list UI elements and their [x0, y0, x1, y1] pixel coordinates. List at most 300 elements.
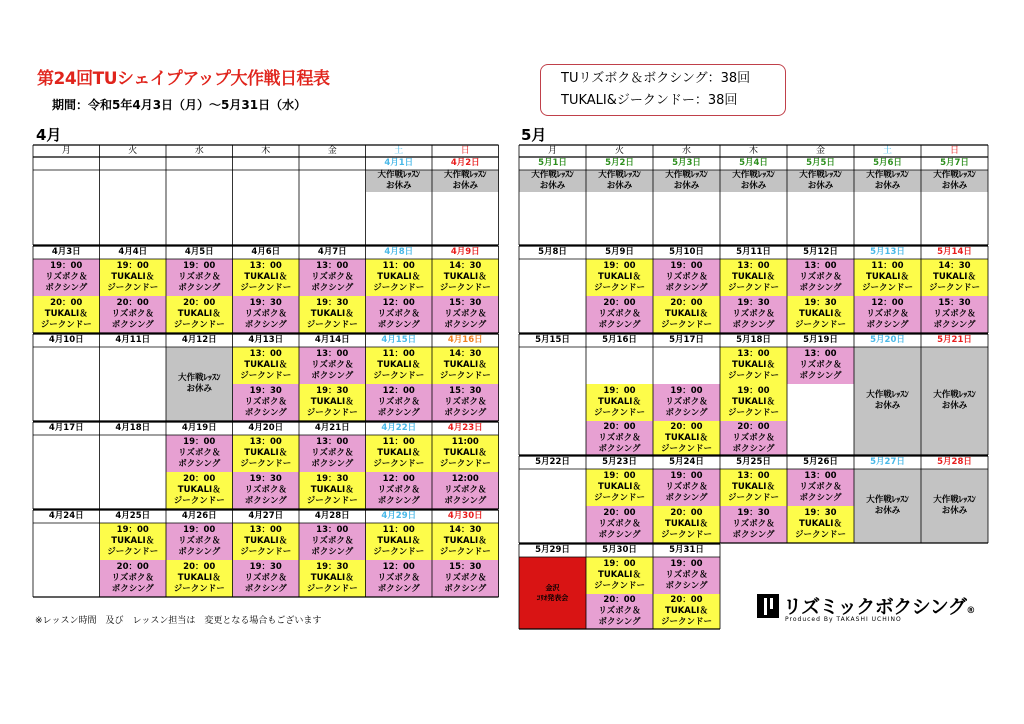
- lesson-text: リズボク＆: [178, 448, 221, 458]
- logo-tagline: Produced By TAKASHI UCHINO: [785, 616, 902, 623]
- lesson-time: 11:00: [451, 437, 479, 447]
- lesson-cell: [586, 557, 653, 594]
- lesson-time: 19：30: [316, 386, 349, 396]
- date-cell: 4月17日: [48, 423, 84, 433]
- lesson-text: ジークンドー: [306, 408, 358, 418]
- date-cell: 4月8日: [384, 247, 414, 257]
- date-cell: 4月4日: [118, 247, 148, 257]
- date-cell: 5月28日: [937, 457, 972, 467]
- lesson-text: リズボク＆: [598, 606, 641, 616]
- date-cell: 4月22日: [381, 423, 417, 433]
- lesson-text: TUKALI＆: [732, 272, 775, 282]
- lesson-text: ボクシング: [933, 320, 976, 330]
- weekday-header: 水: [194, 145, 204, 156]
- weekday-header: 日: [949, 145, 959, 156]
- lesson-cell: [653, 421, 720, 455]
- empty-cell: [653, 347, 720, 384]
- lesson-time: 13：00: [804, 261, 837, 271]
- lesson-text: ボクシング: [244, 320, 287, 330]
- lesson-text: リズボク＆: [866, 309, 909, 319]
- lesson-text: リズボク＆: [665, 397, 708, 407]
- date-cell: 5月24日: [669, 457, 704, 467]
- lesson-cell: [653, 557, 720, 594]
- lesson-time: 11：00: [871, 261, 904, 271]
- lesson-text: 大作戦ﾚｯｽﾝ: [933, 495, 976, 505]
- date-cell: 5月6日: [873, 158, 902, 168]
- date-cell: 4月16日: [447, 335, 483, 345]
- lesson-text: TUKALI＆: [598, 397, 641, 407]
- date-cell: 4月26日: [181, 511, 217, 521]
- lesson-text: ボクシング: [45, 283, 88, 293]
- date-cell: 4月18日: [115, 423, 151, 433]
- date-cell: 4月1日: [384, 158, 414, 168]
- lesson-text: お休み: [385, 181, 412, 191]
- lesson-cell: [921, 259, 988, 296]
- weekday-header: 火: [128, 145, 138, 156]
- closed-cell: [787, 170, 854, 192]
- weekday-header: 月: [547, 145, 557, 156]
- date-cell: 5月14日: [937, 247, 972, 257]
- lesson-text: リズボク＆: [311, 360, 354, 370]
- lesson-cell: [586, 594, 653, 629]
- lesson-text: ジークンドー: [107, 283, 159, 293]
- lesson-text: ボクシング: [377, 496, 420, 506]
- lesson-text: ボクシング: [377, 408, 420, 418]
- lesson-text: リズボク＆: [111, 573, 154, 583]
- lesson-text: TUKALI＆: [443, 272, 487, 282]
- weekday-header: 火: [614, 145, 624, 156]
- lesson-text: ボクシング: [598, 617, 641, 627]
- lesson-text: ボクシング: [244, 496, 287, 506]
- lesson-time: 11：00: [382, 261, 415, 271]
- lesson-text: お休み: [740, 181, 767, 191]
- lesson-text: ボクシング: [311, 547, 354, 557]
- lesson-text: TUKALI＆: [310, 485, 354, 495]
- logo-mark-icon: [757, 594, 779, 618]
- lesson-text: ジークンドー: [240, 547, 292, 557]
- lesson-time: 13：00: [316, 261, 349, 271]
- weekday-header: 金: [327, 145, 337, 156]
- lesson-cell: [586, 384, 653, 421]
- date-cell: 4月7日: [317, 247, 347, 257]
- lesson-text: ジークンドー: [40, 320, 92, 330]
- may-label: 5月: [521, 126, 547, 144]
- lesson-text: TUKALI＆: [732, 360, 775, 370]
- empty-cell: [519, 421, 586, 455]
- lesson-time: 14：30: [449, 349, 482, 359]
- lesson-text: リズボク＆: [444, 573, 487, 583]
- lesson-time: 19：00: [50, 261, 83, 271]
- date-cell: 4月15日: [381, 335, 417, 345]
- lesson-text: ボクシング: [799, 493, 842, 503]
- lesson-text: ジークンドー: [660, 320, 712, 330]
- lesson-text: リズボク＆: [732, 309, 775, 319]
- lesson-time: 19：30: [316, 562, 349, 572]
- date-cell: 5月8日: [538, 247, 567, 257]
- lesson-time: 20：00: [183, 474, 216, 484]
- lesson-text: ジークンドー: [593, 581, 645, 591]
- lesson-text: TUKALI＆: [310, 573, 354, 583]
- closed-cell: [720, 170, 787, 192]
- date-cell: 5月30日: [602, 545, 637, 555]
- lesson-text: 大作戦ﾚｯｽﾝ: [377, 170, 420, 180]
- date-cell: 4月24日: [48, 511, 84, 521]
- empty-cell: [787, 421, 854, 455]
- lesson-text: ジークンドー: [861, 283, 913, 293]
- date-cell: 5月7日: [940, 158, 969, 168]
- weekday-header: 木: [261, 145, 271, 156]
- lesson-cell: [720, 296, 787, 333]
- date-cell: 4月23日: [447, 423, 483, 433]
- lesson-time: 20：00: [50, 298, 83, 308]
- lesson-time: 19：00: [116, 261, 149, 271]
- lesson-cell: [586, 469, 653, 506]
- date-cell: 4月3日: [51, 247, 81, 257]
- event-cell: [519, 557, 586, 629]
- lesson-text: リズボク＆: [377, 397, 420, 407]
- lesson-text: ジークンドー: [173, 584, 225, 594]
- logo-text: リズミックボクシング®: [783, 596, 975, 618]
- lesson-text: ジークンドー: [373, 283, 425, 293]
- date-cell: 5月22日: [535, 457, 570, 467]
- lesson-text: TUKALI＆: [44, 309, 88, 319]
- lesson-text: リズボク＆: [799, 482, 842, 492]
- lesson-text: ボクシング: [377, 320, 420, 330]
- lesson-text: TUKALI＆: [244, 448, 288, 458]
- lesson-text: ジークンドー: [173, 320, 225, 330]
- lesson-text: TUKALI＆: [665, 309, 708, 319]
- weekday-header: 土: [882, 145, 892, 156]
- lesson-time: 19：00: [670, 559, 703, 569]
- lesson-text: ボクシング: [311, 371, 354, 381]
- lesson-text: ボクシング: [244, 408, 287, 418]
- lesson-text: ｺﾘｵ発表会: [536, 594, 569, 602]
- lesson-cell: [720, 259, 787, 296]
- lesson-text: TUKALI＆: [377, 536, 421, 546]
- date-cell: 5月3日: [672, 158, 701, 168]
- date-cell: 4月19日: [181, 423, 217, 433]
- lesson-cell: [653, 259, 720, 296]
- lesson-cell: [787, 259, 854, 296]
- lesson-time: 19：00: [183, 261, 216, 271]
- lesson-time: 20：00: [116, 562, 149, 572]
- lesson-time: 12：00: [382, 298, 415, 308]
- date-cell: 4月2日: [450, 158, 480, 168]
- lesson-text: ボクシング: [444, 496, 487, 506]
- date-cell: 5月5日: [806, 158, 835, 168]
- lesson-text: ボクシング: [178, 283, 221, 293]
- date-cell: 5月23日: [602, 457, 637, 467]
- lesson-text: TUKALI＆: [799, 519, 842, 529]
- weekday-header: 土: [394, 145, 404, 156]
- empty-cell: [519, 259, 586, 296]
- lesson-text: ジークンドー: [794, 530, 846, 540]
- weekday-header: 木: [748, 145, 758, 156]
- lesson-time: 13：00: [249, 349, 282, 359]
- lesson-time: 12：00: [382, 562, 415, 572]
- lesson-text: ジークンドー: [727, 283, 779, 293]
- lesson-cell: [720, 384, 787, 421]
- lesson-text: ジークンドー: [727, 493, 779, 503]
- lesson-text: TUKALI＆: [310, 309, 354, 319]
- lesson-text: ジークンドー: [306, 320, 358, 330]
- lesson-text: お休み: [606, 181, 633, 191]
- lesson-text: ジークンドー: [660, 617, 712, 627]
- lesson-text: TUKALI＆: [177, 485, 221, 495]
- lesson-text: ボクシング: [111, 584, 154, 594]
- lesson-text: TUKALI＆: [933, 272, 976, 282]
- date-cell: 5月15日: [535, 335, 570, 345]
- schedule-title: 第24回TUシェイプアップ大作戦日程表: [37, 69, 330, 89]
- lesson-time: 19：30: [316, 298, 349, 308]
- closed-cell: [653, 170, 720, 192]
- lesson-text: 大作戦ﾚｯｽﾝ: [732, 170, 775, 180]
- lesson-time: 15：30: [449, 298, 482, 308]
- lesson-time: 13：00: [316, 437, 349, 447]
- lesson-cell: [921, 296, 988, 333]
- lesson-text: リズボク＆: [45, 272, 88, 282]
- lesson-text: リズボク＆: [377, 573, 420, 583]
- date-cell: 4月5日: [184, 247, 214, 257]
- lesson-time: 20：00: [737, 421, 770, 432]
- lesson-cell: [653, 296, 720, 333]
- date-cell: 5月17日: [669, 335, 704, 345]
- weekday-header: 日: [460, 145, 470, 156]
- lesson-cell: [586, 259, 653, 296]
- closed-cell: [921, 347, 988, 455]
- lesson-text: 大作戦ﾚｯｽﾝ: [598, 170, 641, 180]
- lesson-text: ジークンドー: [373, 371, 425, 381]
- lesson-cell: [720, 506, 787, 543]
- lesson-text: TUKALI＆: [866, 272, 909, 282]
- lesson-time: 19：30: [804, 298, 837, 308]
- date-cell: 5月19日: [803, 335, 838, 345]
- lesson-text: ジークンドー: [439, 371, 491, 381]
- weekday-header: 水: [681, 145, 691, 156]
- lesson-text: お休み: [452, 181, 478, 191]
- date-cell: 4月10日: [48, 335, 84, 345]
- lesson-text: ジークンドー: [306, 584, 358, 594]
- lesson-time: 13：00: [737, 349, 770, 359]
- lesson-text: ボクシング: [178, 459, 221, 469]
- lesson-text: ボクシング: [377, 584, 420, 594]
- closed-cell: [586, 170, 653, 192]
- lesson-text: ジークンドー: [240, 283, 292, 293]
- lesson-text: TUKALI＆: [377, 448, 421, 458]
- lesson-text: ジークンドー: [373, 547, 425, 557]
- date-cell: 5月10日: [669, 247, 704, 257]
- lesson-text: ジークンドー: [593, 493, 645, 503]
- lesson-time: 19：30: [316, 474, 349, 484]
- lesson-time: 15：30: [938, 298, 971, 308]
- lesson-cell: [720, 469, 787, 506]
- closed-cell: [921, 469, 988, 543]
- closed-cell: [854, 469, 921, 543]
- lesson-time: 12：00: [871, 298, 904, 308]
- lesson-cell: [586, 296, 653, 333]
- lesson-text: ジークンドー: [173, 496, 225, 506]
- count-tukali: TUKALI&ジークンドー：38回: [561, 93, 738, 108]
- lesson-text: ジークンドー: [439, 283, 491, 293]
- lesson-time: 19：00: [603, 559, 636, 569]
- lesson-time: 14：30: [938, 261, 971, 271]
- lesson-text: ジークンドー: [240, 371, 292, 381]
- lesson-text: リズボク＆: [799, 272, 842, 282]
- lesson-text: ジークンドー: [593, 408, 645, 418]
- lesson-text: ジークンドー: [727, 371, 779, 381]
- lesson-text: リズボク＆: [444, 309, 487, 319]
- lesson-text: リズボク＆: [444, 397, 487, 407]
- lesson-time: 11：00: [382, 349, 415, 359]
- lesson-cell: [720, 421, 787, 455]
- date-cell: 5月12日: [803, 247, 838, 257]
- lesson-text: リズボク＆: [377, 485, 420, 495]
- date-cell: 5月13日: [870, 247, 905, 257]
- lesson-time: 20：00: [116, 298, 149, 308]
- lesson-text: リズボク＆: [244, 573, 287, 583]
- lesson-text: TUKALI＆: [310, 397, 354, 407]
- lesson-time: 20：00: [603, 595, 636, 605]
- lesson-text: お休み: [673, 181, 700, 191]
- lesson-text: ボクシング: [665, 493, 708, 503]
- date-cell: 5月2日: [605, 158, 634, 168]
- lesson-time: 19：30: [804, 508, 837, 518]
- lesson-time: 19：00: [603, 386, 636, 396]
- lesson-text: ボクシング: [665, 581, 708, 591]
- lesson-time: 13：00: [316, 349, 349, 359]
- lesson-text: TUKALI＆: [443, 448, 487, 458]
- lesson-time: 19：00: [116, 525, 149, 535]
- lesson-text: リズボク＆: [732, 432, 775, 443]
- lesson-time: 19：30: [249, 562, 282, 572]
- lesson-text: リズボク＆: [665, 570, 708, 580]
- lesson-time: 20：00: [603, 508, 636, 518]
- lesson-time: 19：30: [737, 298, 770, 308]
- lesson-text: TUKALI＆: [443, 360, 487, 370]
- lesson-text: TUKALI＆: [665, 519, 708, 529]
- lesson-text: リズボク＆: [444, 485, 487, 495]
- lesson-text: 大作戦ﾚｯｽﾝ: [866, 495, 909, 505]
- lesson-text: リズボク＆: [244, 309, 287, 319]
- lesson-time: 19：00: [603, 471, 636, 481]
- lesson-text: TUKALI＆: [244, 536, 288, 546]
- date-cell: 4月12日: [181, 335, 217, 345]
- lesson-cell: [787, 296, 854, 333]
- lesson-text: リズボク＆: [933, 309, 976, 319]
- lesson-time: 13：00: [249, 437, 282, 447]
- lesson-text: リズボク＆: [377, 309, 420, 319]
- lesson-text: 大作戦ﾚｯｽﾝ: [177, 373, 221, 383]
- lesson-time: 11：00: [382, 437, 415, 447]
- empty-cell: [519, 347, 586, 384]
- footnote: ※レッスン時間 及び レッスン担当は 変更となる場合もございます: [35, 616, 322, 626]
- lesson-text: ボクシング: [598, 320, 641, 330]
- lesson-text: お休み: [186, 384, 212, 394]
- lesson-cell: [720, 347, 787, 384]
- lesson-cell: [787, 506, 854, 543]
- lesson-text: TUKALI＆: [244, 272, 288, 282]
- weekday-header: 月: [61, 145, 71, 156]
- lesson-time: 13：00: [804, 349, 837, 359]
- date-cell: 5月9日: [605, 247, 634, 257]
- lesson-text: お休み: [874, 506, 901, 516]
- lesson-time: 20：00: [670, 595, 703, 605]
- empty-cell: [586, 347, 653, 384]
- lesson-text: リズボク＆: [732, 519, 775, 529]
- closed-cell: [854, 347, 921, 455]
- lesson-text: TUKALI＆: [177, 309, 221, 319]
- date-cell: 5月25日: [736, 457, 771, 467]
- lesson-text: リズボク＆: [598, 432, 641, 443]
- lesson-text: ジークンドー: [107, 547, 159, 557]
- lesson-time: 13：00: [737, 471, 770, 481]
- lesson-time: 19：00: [670, 471, 703, 481]
- lesson-text: ボクシング: [799, 283, 842, 293]
- lesson-time: 19：30: [249, 386, 282, 396]
- date-cell: 5月20日: [870, 335, 905, 345]
- date-cell: 5月16日: [602, 335, 637, 345]
- lesson-text: ボクシング: [598, 443, 641, 454]
- lesson-text: TUKALI＆: [177, 573, 221, 583]
- lesson-text: ジークンドー: [373, 459, 425, 469]
- lesson-text: お休み: [941, 181, 968, 191]
- lesson-time: 12：00: [382, 386, 415, 396]
- lesson-cell: [653, 506, 720, 543]
- date-cell: 5月27日: [870, 457, 905, 467]
- weekday-header: 金: [815, 145, 825, 156]
- date-cell: 4月29日: [381, 511, 417, 521]
- date-cell: 4月28日: [314, 511, 350, 521]
- lesson-text: 大作戦ﾚｯｽﾝ: [866, 170, 909, 180]
- lesson-text: ジークンドー: [660, 443, 712, 454]
- lesson-cell: [586, 506, 653, 543]
- lesson-time: 20：00: [603, 298, 636, 308]
- closed-cell: [854, 170, 921, 192]
- lesson-text: ボクシング: [178, 547, 221, 557]
- lesson-time: 13：00: [737, 261, 770, 271]
- lesson-text: TUKALI＆: [799, 309, 842, 319]
- lesson-cell: [854, 259, 921, 296]
- lesson-cell: [787, 469, 854, 506]
- lesson-text: TUKALI＆: [244, 360, 288, 370]
- closed-cell: [519, 170, 586, 192]
- empty-cell: [519, 469, 586, 506]
- lesson-time: 12：00: [382, 474, 415, 484]
- empty-cell: [519, 384, 586, 421]
- lesson-text: ジークンドー: [794, 320, 846, 330]
- lesson-text: TUKALI＆: [665, 606, 708, 616]
- lesson-text: ボクシング: [444, 408, 487, 418]
- lesson-text: ボクシング: [732, 443, 775, 454]
- lesson-text: お休み: [874, 181, 901, 191]
- lesson-text: ボクシング: [311, 459, 354, 469]
- lesson-text: ボクシング: [244, 584, 287, 594]
- lesson-text: ボクシング: [732, 320, 775, 330]
- lesson-text: ボクシング: [111, 320, 154, 330]
- lesson-time: 19：30: [249, 474, 282, 484]
- lesson-cell: [653, 469, 720, 506]
- lesson-text: リズボク＆: [111, 309, 154, 319]
- lesson-text: TUKALI＆: [111, 272, 155, 282]
- lesson-text: リズボク＆: [244, 485, 287, 495]
- lesson-text: ジークンドー: [593, 283, 645, 293]
- date-cell: 4月13日: [248, 335, 284, 345]
- lesson-text: 大作戦ﾚｯｽﾝ: [933, 390, 976, 400]
- lesson-time: 20：00: [603, 421, 636, 432]
- lesson-time: 11：00: [382, 525, 415, 535]
- lesson-text: TUKALI＆: [598, 570, 641, 580]
- lesson-text: ボクシング: [311, 283, 354, 293]
